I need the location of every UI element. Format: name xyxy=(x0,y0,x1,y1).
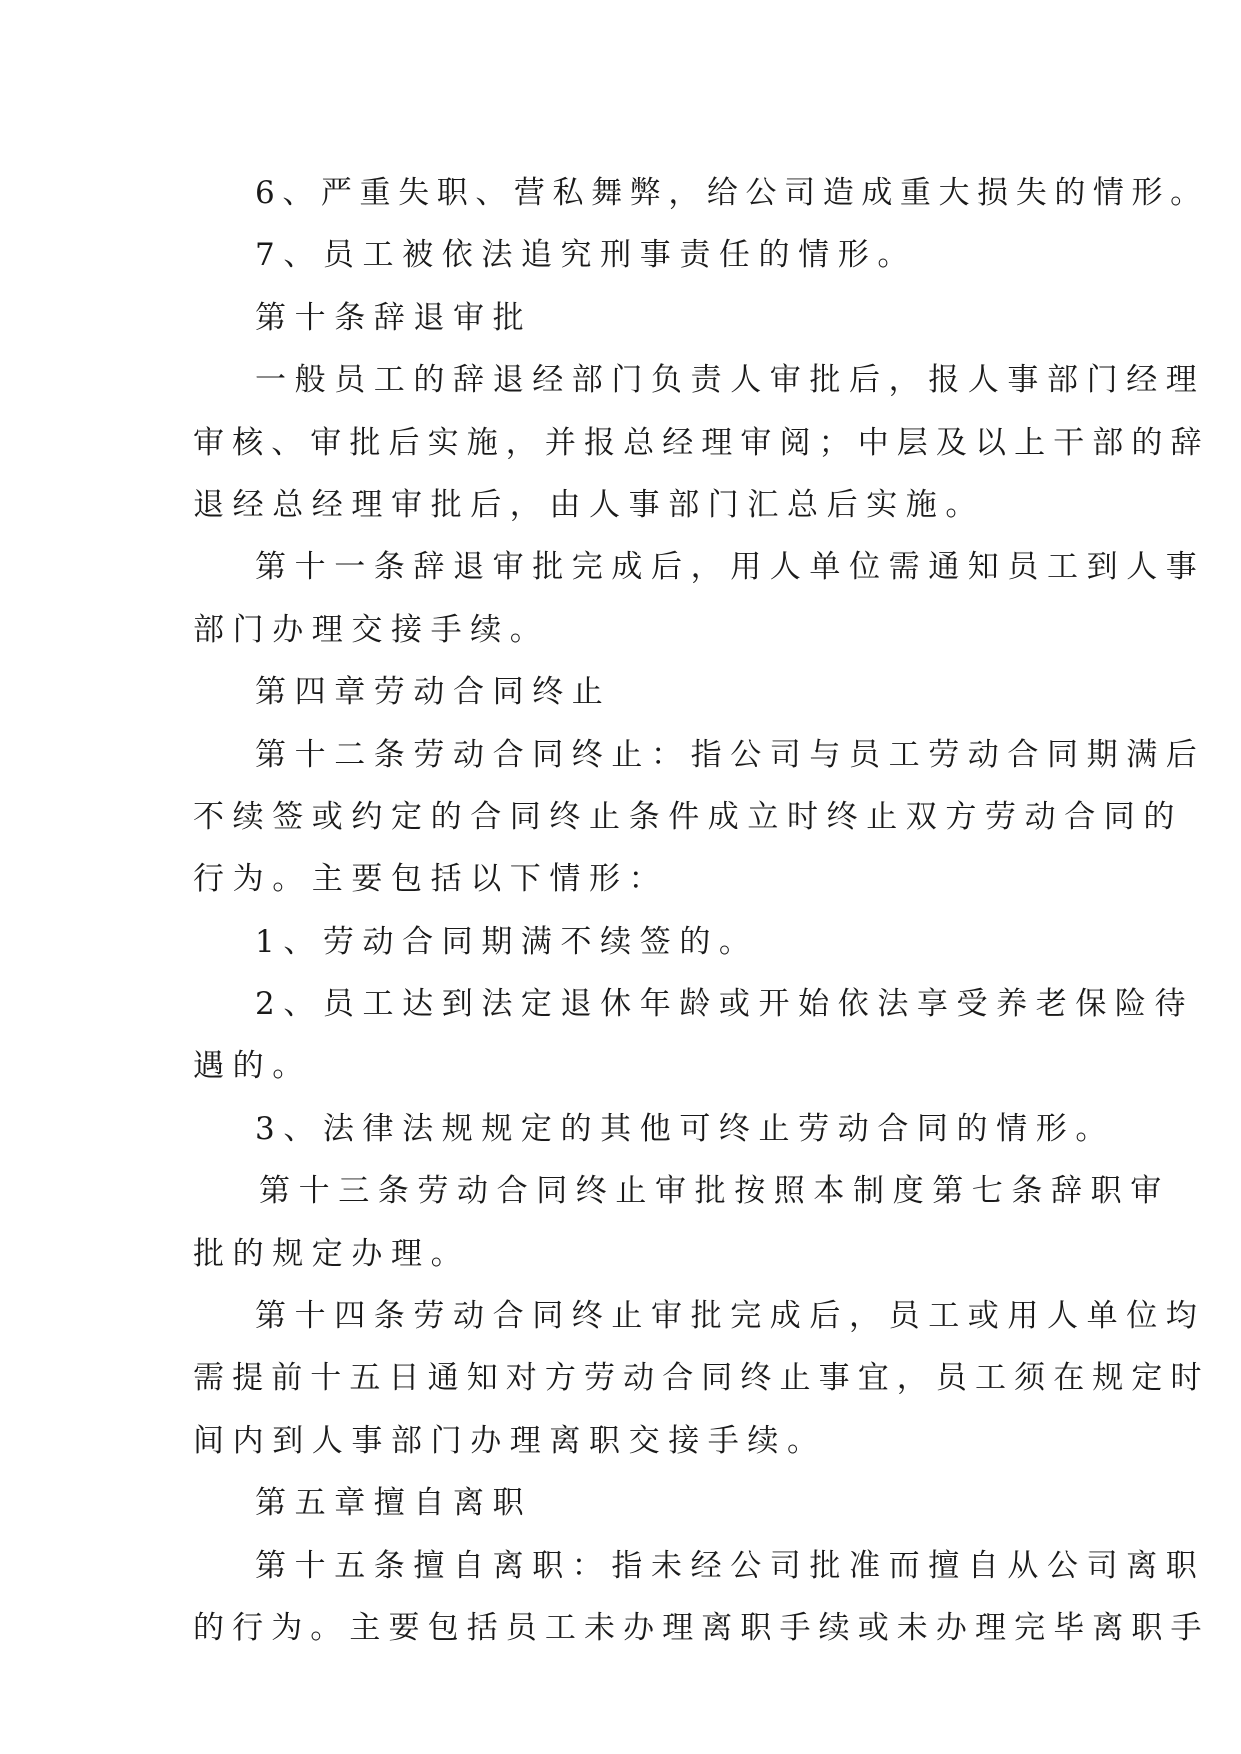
article-11-line-2: 部门办理交接手续。 xyxy=(193,611,550,648)
list-item-2-line-1: 2、员工达到法定退休年龄或开始依法享受养老保险待 xyxy=(255,986,1195,1023)
article-14-line-3: 间内到人事部门办理离职交接手续。 xyxy=(193,1422,827,1459)
list-item-1: 1、劳动合同期满不续签的。 xyxy=(255,923,759,960)
list-item-6: 6、严重失职、营私舞弊，给公司造成重大损失的情形。 xyxy=(255,175,1209,211)
article-12-line-2: 不续签或约定的合同终止条件成立时终止双方劳动合同的 xyxy=(193,798,1183,835)
article-10-paragraph-line-3: 退经总经理审批后，由人事部门汇总后实施。 xyxy=(193,486,985,523)
article-15-line-1: 第十五条擅自离职：指未经公司批准而擅自从公司离职 xyxy=(255,1547,1206,1584)
chapter-4-heading: 第四章劳动合同终止 xyxy=(255,674,612,711)
article-10-heading: 第十条辞退审批 xyxy=(255,299,533,336)
article-12-line-3: 行为。主要包括以下情形： xyxy=(193,861,669,898)
article-14-line-1: 第十四条劳动合同终止审批完成后，员工或用人单位均 xyxy=(255,1298,1206,1335)
article-12-line-1: 第十二条劳动合同终止：指公司与员工劳动合同期满后 xyxy=(255,736,1206,773)
list-item-7: 7、员工被依法追究刑事责任的情形。 xyxy=(255,237,917,274)
article-10-paragraph-line-1: 一般员工的辞退经部门负责人审批后，报人事部门经理 xyxy=(255,362,1206,399)
article-10-paragraph-line-2: 审核、审批后实施，并报总经理审阅；中层及以上干部的辞 xyxy=(193,424,1210,461)
article-14-line-2: 需提前十五日通知对方劳动合同终止事宜，员工须在规定时 xyxy=(193,1360,1210,1397)
article-13-line-1: 第十三条劳动合同终止审批按照本制度第七条辞职审 xyxy=(259,1173,1170,1210)
chapter-5-heading: 第五章擅自离职 xyxy=(255,1485,533,1522)
article-11-line-1: 第十一条辞退审批完成后，用人单位需通知员工到人事 xyxy=(255,549,1206,586)
document-body xyxy=(193,162,1210,1659)
article-15-line-2: 的行为。主要包括员工未办理离职手续或未办理完毕离职手 xyxy=(193,1609,1210,1646)
list-item-2-line-2: 遇的。 xyxy=(193,1048,312,1085)
list-item-3: 3、法律法规规定的其他可终止劳动合同的情形。 xyxy=(255,1110,1115,1147)
article-13-line-2: 批的规定办理。 xyxy=(193,1235,471,1272)
